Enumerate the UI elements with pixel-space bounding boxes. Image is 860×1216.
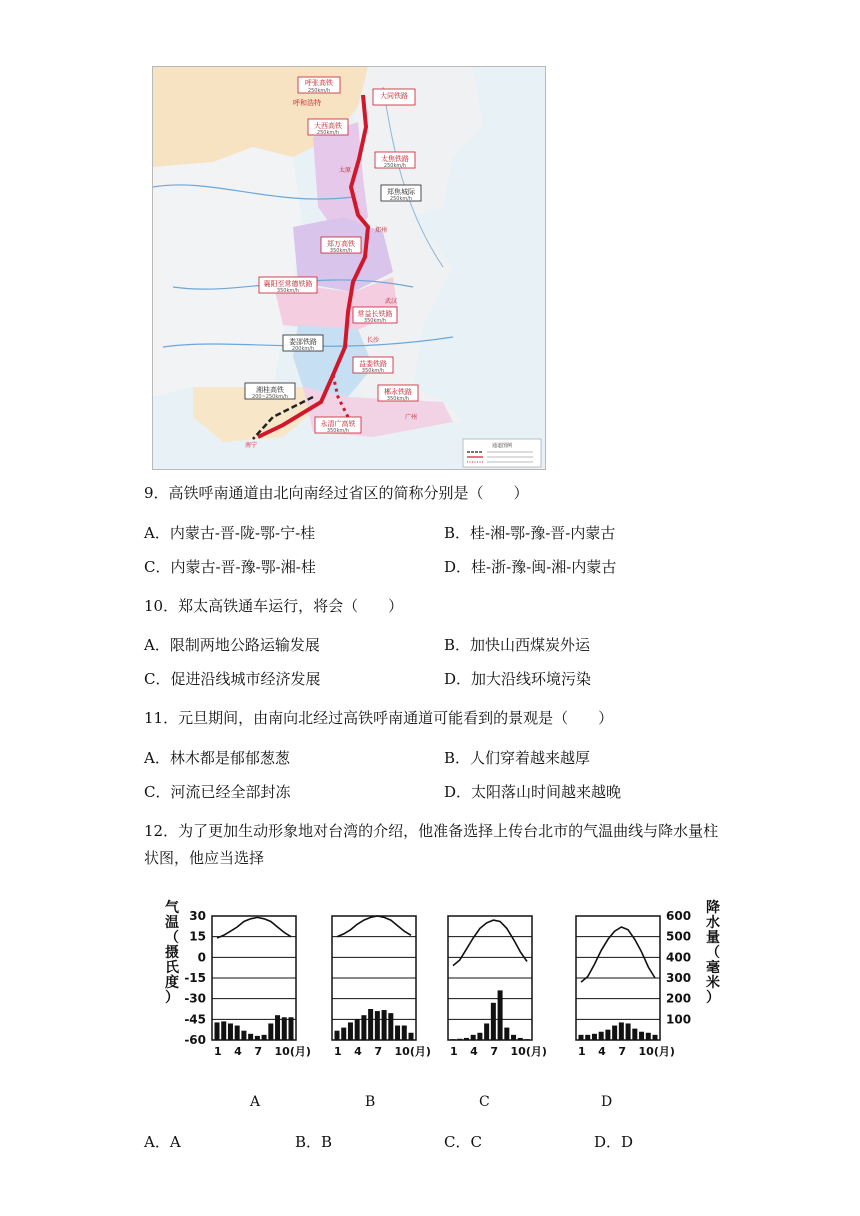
month-tick-label: 7 bbox=[254, 1045, 263, 1058]
precip-bar bbox=[525, 1039, 530, 1040]
month-tick-label: 10(月) bbox=[274, 1045, 311, 1058]
precip-bar bbox=[471, 1035, 476, 1040]
map-label-xianggui-speed: 200~250km/h bbox=[252, 394, 288, 400]
precip-bar bbox=[215, 1022, 220, 1040]
month-tick-label: 4 bbox=[234, 1045, 242, 1058]
precip-bar bbox=[457, 1039, 462, 1040]
map-label-zhengzhou: 郑州 bbox=[375, 227, 388, 234]
map-label-huzhang-speed: 250km/h bbox=[307, 88, 331, 94]
map-label-xiangyang: 襄阳至常德铁路 bbox=[263, 280, 313, 288]
month-tick-label: 4 bbox=[354, 1045, 362, 1058]
precip-bar bbox=[491, 1003, 496, 1040]
chart-letter-a: A bbox=[250, 1094, 261, 1110]
map-label-daxi: 大西高铁 bbox=[314, 122, 342, 130]
precip-bar bbox=[626, 1023, 631, 1040]
question-11-option-d[interactable]: D．太阳落山时间越来越晚 bbox=[444, 783, 622, 801]
temp-tick-label: -30 bbox=[184, 991, 206, 1006]
precip-axis-label-char: 毫 bbox=[706, 960, 720, 976]
climate-charts bbox=[160, 898, 730, 1058]
month-tick-label: 4 bbox=[470, 1045, 478, 1058]
temp-curve bbox=[453, 920, 527, 966]
map-label-yongqing-speed: 350km/h bbox=[326, 428, 350, 434]
precip-bar bbox=[639, 1032, 644, 1040]
month-tick-label: 1 bbox=[578, 1045, 586, 1058]
temp-axis-label-char: 度 bbox=[165, 975, 179, 991]
month-tick-label: 10(月) bbox=[394, 1045, 431, 1058]
precip-bar bbox=[646, 1033, 651, 1040]
question-9-stem: 9．高铁呼南通道由北向南经过省区的简称分别是（ ） bbox=[144, 484, 529, 502]
temp-axis-label-char: 摄 bbox=[165, 945, 179, 961]
question-11-option-a[interactable]: A．林木都是郁郁葱葱 bbox=[144, 749, 290, 767]
month-tick-label: 1 bbox=[214, 1045, 222, 1058]
map-label-wuhan: 武汉 bbox=[385, 298, 398, 305]
precip-bar bbox=[605, 1030, 610, 1040]
temp-tick-label: -45 bbox=[184, 1012, 206, 1027]
map-label-chenyong: 郴永铁路 bbox=[384, 388, 412, 396]
precip-bar bbox=[484, 1023, 489, 1040]
precip-bar bbox=[382, 1010, 387, 1040]
precip-bar bbox=[375, 1011, 380, 1040]
map-legend-title: 通道图例 bbox=[491, 443, 513, 449]
precip-bar bbox=[228, 1023, 233, 1040]
temp-tick-label: -60 bbox=[184, 1033, 206, 1047]
month-tick-label: 7 bbox=[374, 1045, 383, 1058]
question-12-answer-c[interactable]: C．C bbox=[444, 1133, 482, 1151]
map-label-loushao-speed: 200km/h bbox=[291, 346, 315, 352]
temp-curve bbox=[217, 917, 291, 938]
precip-tick-label: 100 bbox=[666, 1012, 692, 1027]
question-10-option-b[interactable]: B．加快山西煤炭外运 bbox=[444, 636, 591, 654]
chart-letter-d: D bbox=[601, 1094, 613, 1110]
map-label-taijiao-speed: 250km/h bbox=[383, 163, 407, 169]
precip-bar bbox=[511, 1035, 516, 1040]
map-label-hohhot: 呼和浩特 bbox=[293, 99, 321, 107]
railway-map-graphic bbox=[153, 67, 545, 469]
precip-bar bbox=[451, 1039, 456, 1040]
map-label-taijiao: 太焦铁路 bbox=[381, 155, 409, 163]
month-tick-label: 7 bbox=[490, 1045, 499, 1058]
temp-axis-label-char: 气 bbox=[165, 900, 179, 916]
precip-bar bbox=[579, 1035, 584, 1040]
question-12-stem-line2: 状图，他应当选择 bbox=[144, 849, 265, 867]
question-12-answer-b[interactable]: B．B bbox=[295, 1133, 333, 1151]
temp-axis-label-char: 温 bbox=[165, 915, 179, 931]
month-tick-label: 10(月) bbox=[638, 1045, 675, 1058]
map-label-chenyong-speed: 350km/h bbox=[386, 396, 410, 402]
question-9-option-c[interactable]: C．内蒙古-晋-豫-鄂-湘-桂 bbox=[144, 558, 316, 576]
precip-tick-label: 300 bbox=[666, 971, 692, 985]
map-label-yongqing: 永清广高铁 bbox=[320, 420, 356, 428]
precip-tick-label: 500 bbox=[666, 929, 692, 944]
map-legend bbox=[463, 439, 541, 467]
climate-charts-graphic bbox=[160, 898, 730, 1058]
precip-axis-label-char: 米 bbox=[706, 975, 720, 991]
temp-tick-label: 0 bbox=[197, 950, 206, 965]
question-10-stem: 10．郑太高铁通车运行，将会（ ） bbox=[144, 597, 404, 615]
precip-bar bbox=[619, 1022, 624, 1040]
temp-tick-label: 15 bbox=[189, 929, 206, 944]
map-label-changyichang-speed: 350km/h bbox=[363, 318, 387, 324]
map-label-zhengwan: 郑万高铁 bbox=[327, 240, 355, 248]
map-label-yiyun-speed: 350km/h bbox=[361, 368, 385, 374]
precip-bar bbox=[599, 1032, 604, 1040]
question-11-option-c[interactable]: C．河流已经全部封冻 bbox=[144, 783, 291, 801]
precip-bar bbox=[368, 1009, 373, 1040]
railway-map bbox=[152, 66, 546, 470]
map-label-xiangyang-speed: 350km/h bbox=[276, 288, 300, 294]
month-tick-label: 1 bbox=[334, 1045, 342, 1058]
question-9-option-d[interactable]: D．桂-浙-豫-闽-湘-内蒙古 bbox=[444, 558, 617, 576]
temp-tick-label: -15 bbox=[184, 971, 206, 985]
precip-bar bbox=[361, 1015, 366, 1040]
map-label-changsha: 长沙 bbox=[367, 337, 380, 344]
precip-bar bbox=[289, 1017, 294, 1040]
temp-tick-label: 30 bbox=[189, 909, 206, 923]
precip-bar bbox=[464, 1038, 469, 1040]
map-label-daxi-speed: 250km/h bbox=[316, 130, 340, 136]
map-label-changyichang: 常益长铁路 bbox=[357, 310, 393, 318]
precip-bar bbox=[335, 1031, 340, 1040]
precip-axis-label-char: ） bbox=[706, 990, 720, 1006]
map-label-huzhang: 呼张高铁 bbox=[305, 79, 333, 87]
precip-bar bbox=[388, 1013, 393, 1040]
map-label-taiyuan: 太原 bbox=[339, 167, 352, 174]
precip-bar bbox=[518, 1038, 523, 1040]
precip-bar bbox=[612, 1026, 617, 1040]
temp-curve bbox=[581, 927, 655, 982]
map-label-loushao: 娄邵铁路 bbox=[289, 338, 317, 346]
question-10-option-c[interactable]: C．促进沿线城市经济发展 bbox=[144, 670, 321, 688]
precip-bar bbox=[341, 1028, 346, 1040]
precip-bar bbox=[248, 1034, 253, 1040]
map-label-yiyun: 益娄铁路 bbox=[359, 360, 387, 368]
question-11-stem: 11．元旦期间，由南向北经过高铁呼南通道可能看到的景观是（ ） bbox=[144, 709, 614, 727]
precip-bar bbox=[348, 1022, 353, 1040]
chart-letter-b: B bbox=[365, 1094, 376, 1110]
question-12-stem-line1: 12．为了更加生动形象地对台湾的介绍，他准备选择上传台北市的气温曲线与降水量柱 bbox=[144, 822, 719, 840]
precip-tick-label: 400 bbox=[666, 950, 692, 965]
precip-axis-label-char: 降 bbox=[706, 900, 720, 916]
precip-bar bbox=[221, 1021, 226, 1040]
precip-bar bbox=[498, 990, 503, 1040]
precip-bar bbox=[409, 1033, 414, 1040]
precip-bar bbox=[268, 1023, 273, 1040]
precip-axis-label-char: 量 bbox=[706, 930, 720, 946]
question-9-option-b[interactable]: B．桂-湘-鄂-豫-晋-内蒙古 bbox=[444, 524, 616, 542]
chart-letter-c: C bbox=[479, 1094, 490, 1110]
question-12-answer-d[interactable]: D．D bbox=[594, 1133, 634, 1151]
month-tick-label: 1 bbox=[450, 1045, 458, 1058]
precip-bar bbox=[585, 1035, 590, 1040]
precip-bar bbox=[477, 1033, 482, 1040]
question-11-option-b[interactable]: B．人们穿着越来越厚 bbox=[444, 749, 591, 767]
question-12-answer-a[interactable]: A．A bbox=[144, 1133, 181, 1151]
month-tick-label: 7 bbox=[618, 1045, 627, 1058]
precip-bar bbox=[504, 1028, 509, 1040]
question-10-option-d[interactable]: D．加大沿线环境污染 bbox=[444, 670, 592, 688]
precip-bar bbox=[402, 1026, 407, 1040]
precip-bar bbox=[632, 1029, 637, 1040]
temp-axis-label-char: （ bbox=[165, 930, 179, 946]
precip-tick-label: 200 bbox=[666, 991, 692, 1006]
precip-axis-label-char: （ bbox=[706, 945, 720, 961]
precip-bar bbox=[592, 1034, 597, 1040]
temp-axis-label-char: ） bbox=[165, 990, 179, 1006]
map-label-datong-rail: 大同铁路 bbox=[380, 92, 408, 100]
question-10-option-a[interactable]: A．限制两地公路运输发展 bbox=[144, 636, 320, 654]
map-label-zhengwan-speed: 350km/h bbox=[329, 248, 353, 254]
precip-bar bbox=[262, 1035, 267, 1040]
precip-bar bbox=[255, 1036, 260, 1040]
precip-bar bbox=[355, 1019, 360, 1040]
precip-bar bbox=[653, 1035, 658, 1040]
map-label-zhengjiao: 郑焦城际 bbox=[387, 188, 415, 196]
map-label-guangzhou: 广州 bbox=[405, 414, 418, 421]
month-tick-label: 4 bbox=[598, 1045, 606, 1058]
precip-bar bbox=[275, 1015, 280, 1040]
month-tick-label: 10(月) bbox=[510, 1045, 547, 1058]
question-9-option-a[interactable]: A．内蒙古-晋-陇-鄂-宁-桂 bbox=[144, 524, 316, 542]
map-label-xianggui: 湘桂高铁 bbox=[256, 386, 284, 394]
precip-bar bbox=[282, 1017, 287, 1040]
map-label-zhengjiao-speed: 250km/h bbox=[389, 196, 413, 202]
precip-bar bbox=[235, 1026, 240, 1040]
precip-tick-label: 600 bbox=[666, 909, 692, 923]
precip-axis-label-char: 水 bbox=[706, 915, 720, 931]
precip-bar bbox=[395, 1026, 400, 1040]
temp-curve bbox=[337, 916, 411, 937]
temp-axis-label-char: 氏 bbox=[165, 960, 179, 976]
map-label-nanning: 南宁 bbox=[245, 442, 258, 449]
precip-bar bbox=[241, 1031, 246, 1040]
